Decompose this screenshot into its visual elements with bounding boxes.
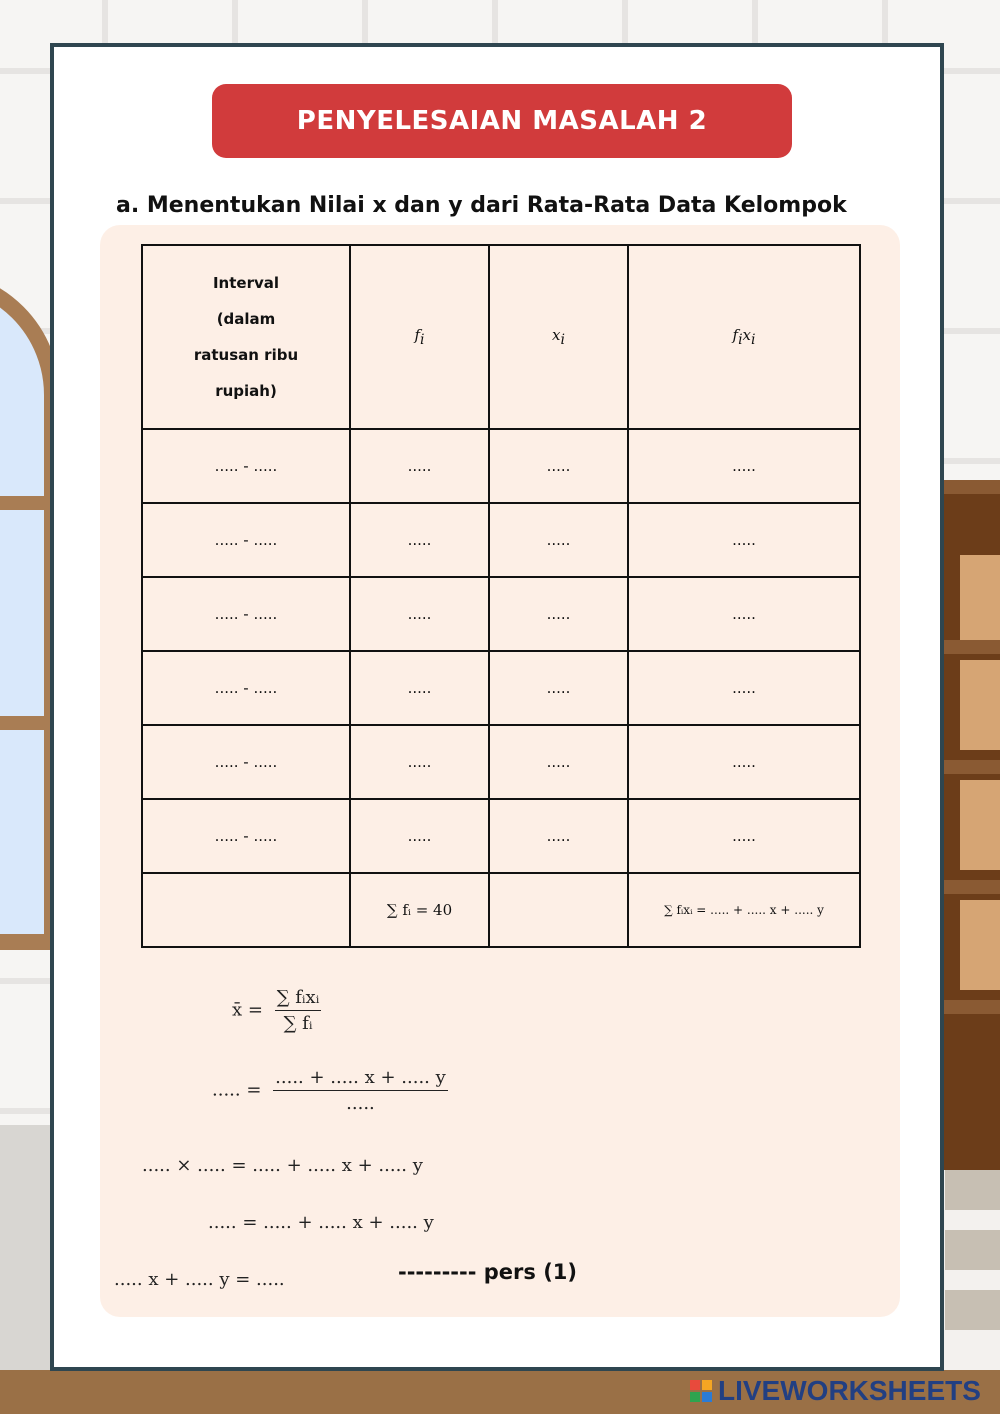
sum-empty-cell <box>142 873 350 947</box>
interval-input[interactable]: ..... - ..... <box>142 799 350 873</box>
mean-substitution[interactable]: ..... = $\frac{..... + ..... x + ..... y}{.....}$ <box>212 1067 446 1114</box>
logo-letter-l <box>690 1380 700 1390</box>
fixi-input[interactable]: ..... <box>628 503 860 577</box>
table-row <box>142 503 860 577</box>
xi-input[interactable]: ..... <box>489 799 628 873</box>
worksheet-panel <box>100 225 900 1317</box>
interval-input[interactable]: ..... - ..... <box>142 651 350 725</box>
interval-input[interactable]: ..... - ..... <box>142 577 350 651</box>
frequency-table <box>141 244 861 948</box>
stair-step <box>945 1170 1000 1210</box>
logo-letter-e <box>702 1392 712 1402</box>
page-title: PENYELESAIAN MASALAH 2 <box>212 84 792 158</box>
table-row <box>142 799 860 873</box>
xi-input[interactable]: ..... <box>489 503 628 577</box>
simplified-equation-step[interactable]: ..... = ..... + ..... x + ..... y <box>208 1212 434 1233</box>
table-row <box>142 651 860 725</box>
mean-formula: x̄ = $\frac{\text{∑ fᵢxᵢ}}{\text{∑ fᵢ}}$ <box>232 987 320 1034</box>
liveworksheets-logo <box>690 1374 981 1408</box>
fi-input[interactable]: ..... <box>350 503 489 577</box>
table-row <box>142 725 860 799</box>
fi-input[interactable]: ..... <box>350 577 489 651</box>
sum-fi: ∑ fᵢ = 40 <box>350 873 489 947</box>
xi-input[interactable]: ..... <box>489 577 628 651</box>
logo-mark-icon <box>690 1380 712 1402</box>
stair-step <box>945 1230 1000 1270</box>
header-xi: $x_i$ <box>489 245 628 429</box>
interval-input[interactable]: ..... - ..... <box>142 429 350 503</box>
equation-label: --------- pers (1) <box>398 1260 578 1284</box>
table-row <box>142 429 860 503</box>
header-fixi: $f_ix_i$ <box>628 245 860 429</box>
logo-letter-i <box>702 1380 712 1390</box>
sum-empty-cell <box>489 873 628 947</box>
fi-input[interactable]: ..... <box>350 429 489 503</box>
xi-input[interactable]: ..... <box>489 725 628 799</box>
header-fi: $f_i$ <box>350 245 489 429</box>
stair-step <box>945 1290 1000 1330</box>
xi-input[interactable]: ..... <box>489 429 628 503</box>
cross-multiplication-step[interactable]: ..... × ..... = ..... + ..... x + ..... y <box>142 1155 423 1176</box>
xi-input[interactable]: ..... <box>489 651 628 725</box>
logo-text: LIVEWORKSHEETS <box>718 1375 981 1406</box>
section-subtitle: a. Menentukan Nilai x dan y dari Rata-Rata Data Kelompok <box>116 193 847 218</box>
interval-input[interactable]: ..... - ..... <box>142 503 350 577</box>
logo-letter-v <box>690 1392 700 1402</box>
header-interval: Interval (dalam ratusan ribu rupiah) <box>142 245 350 429</box>
bookshelf-decoration <box>935 480 1000 1170</box>
table-row <box>142 577 860 651</box>
table-sum-row <box>142 873 860 947</box>
sum-fixi-input[interactable]: ∑ fᵢxᵢ = ..... + ..... x + ..... y <box>628 873 860 947</box>
fi-input[interactable]: ..... <box>350 725 489 799</box>
fixi-input[interactable]: ..... <box>628 429 860 503</box>
table-header-row <box>142 245 860 429</box>
fixi-input[interactable]: ..... <box>628 577 860 651</box>
interval-input[interactable]: ..... - ..... <box>142 725 350 799</box>
fi-input[interactable]: ..... <box>350 651 489 725</box>
fixi-input[interactable]: ..... <box>628 799 860 873</box>
final-equation-step[interactable]: ..... x + ..... y = ..... <box>114 1269 285 1290</box>
fi-input[interactable]: ..... <box>350 799 489 873</box>
fixi-input[interactable]: ..... <box>628 651 860 725</box>
worksheet-page <box>50 43 944 1371</box>
fixi-input[interactable]: ..... <box>628 725 860 799</box>
